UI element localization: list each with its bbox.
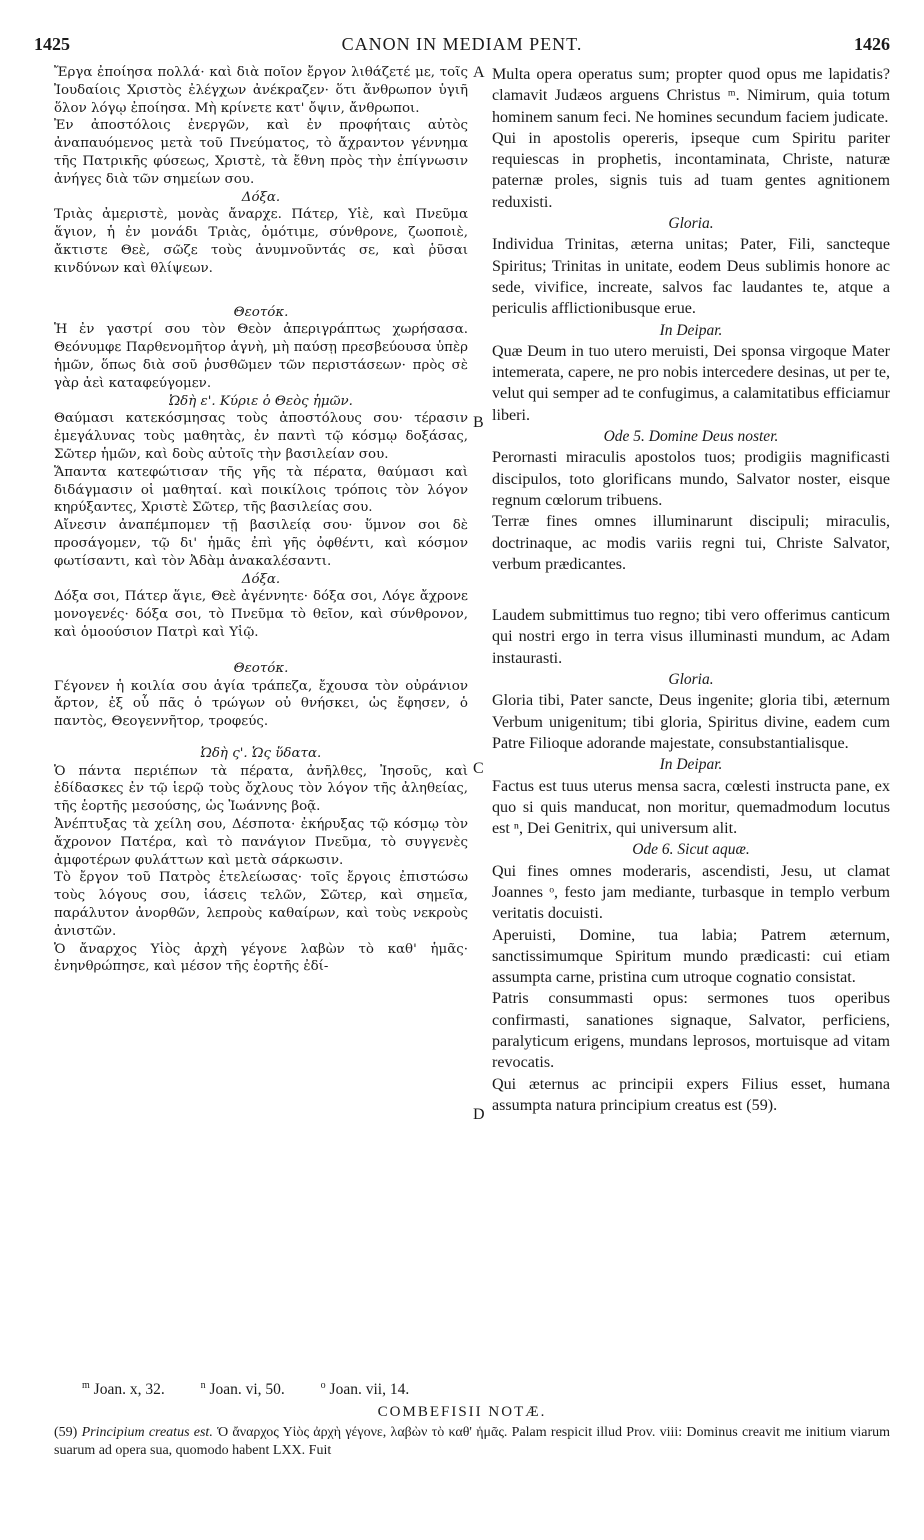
greek-paragraph: Γέγονεν ἡ κοιλία σου ἁγία τράπεζα, ἔχουσα τὸν οὐράνιον ἄρτον, ἐξ οὗ πᾶς ὁ τρώγων οὐ θνήσκει, ὡς ἔφησεν, ὁ παντὸς, Θεογεννῆτορ, τροφεύς. [54, 678, 468, 730]
greek-heading: Ὠδὴ ς'. Ὡς ὕδατα. [200, 745, 322, 761]
latin-paragraph: Factus est tuus uterus mensa sacra, cœlesti instructa pane, ex quo si quis manducat, non moritur, quemadmodum locutus est ⁿ, Dei Genitrix, qui universum alit. [492, 777, 890, 838]
reference-n: $^n$ Joan. vi, 50. [200, 1380, 285, 1399]
notes-body [54, 1424, 890, 1460]
greek-paragraph: Τριὰς ἀμεριστὲ, μονὰς ἄναρχε. Πάτερ, Υἱὲ, καὶ Πνεῦμα ἅγιον, ἡ ἐν μονάδι Τριὰς, ὁμότιμε, σύνθρονε, ζωοποιὲ, ἄκτιστε Θεὲ, σῶζε τοὺς ἀνυμνοῦντάς σε, καὶ ῥῦσαι κινδύνων καὶ θλίψεων. [54, 207, 468, 276]
margin-letter-a: A [473, 64, 485, 81]
latin-column [492, 64, 890, 1116]
latin-paragraph: Perornasti miraculis apostolos tuos; prodigiis magnificasti discipulos, toto glorificans mundo, Salvator noster, eisque regnum cœlorum tribuens. [492, 449, 890, 509]
latin-heading: Ode 5. Domine Deus noster. [603, 428, 779, 446]
greek-paragraph: Ὁ ἄναρχος Υἱὸς ἀρχὴ γέγονε λαβὼν τὸ καθ' ἡμᾶς· ἐνηνθρώπησε, καὶ μέσον τῆς ἑορτῆς ἐδί- [54, 941, 468, 975]
greek-paragraph: Ἅπαντα κατεφώτισαν τῆς γῆς τὰ πέρατα, θαύμασι καὶ διδάγμασιν οἱ μαθηταί. καὶ ποικίλοις τρόποις τὸν λόγον κηρύξαντες, Χριστὲ Σῶτερ, τῆς βασιλείας σου. [54, 464, 468, 516]
greek-paragraph: Ἡ ἐν γαστρί σου τὸν Θεὸν ἀπεριγράπτως χωρήσασα. Θεόνυμφε Παρθενομῆτορ ἁγνὴ, μὴ παύσῃ πρεσβεύουσα ὑπὲρ ἡμῶν, ὅπως διὰ σοῦ ῥυσθῶμεν τῶν περιστάσεων· πρὸς σὲ γὰρ ἀεὶ καταφεύγομεν. [54, 322, 468, 391]
running-title: CANON IN MEDIAM PENT. [341, 34, 583, 54]
greek-heading: Ὠδὴ ε'. Κύριε ὁ Θεὸς ἡμῶν. [169, 393, 353, 409]
running-header [34, 34, 890, 58]
greek-paragraph: Δόξα σοι, Πάτερ ἅγιε, Θεὲ ἀγέννητε· δόξα σοι, Λόγε ἄχρονε μονογενές· δόξα σοι, τὸ Πνεῦμα τὸ θεῖον, καὶ σύνθρονον, καὶ ὁμοούσιον Πατρὶ καὶ Υἱῷ. [54, 589, 468, 640]
greek-paragraph: Ἐν ἀποστόλοις ἐνεργῶν, καὶ ἐν προφήταις αὐτὸς ἀναπαυόμενος μετὰ τοῦ Πνεύματος, τὸ ἄχραντον γέννημα τῆς Πατρικῆς φύσεως, Χριστὲ, τὰ ἔθνη πρὸς τὴν ἐπίγνωσιν ἀνήγες διὰ τῶν σημείων σου. [54, 118, 468, 187]
latin-heading: Gloria. [668, 215, 714, 233]
greek-paragraph: Ἀνέπτυξας τὰ χείλη σου, Δέσποτα· ἐκήρυξας τῷ κόσμῳ τὸν ἄχρονον Πατέρα, καὶ τὸ πανάγιον Πνεῦμα, τὸ συγγενὲς ἀμφοτέρων φυλάττων καὶ μετὰ σάρκωσιν. [54, 817, 468, 868]
greek-heading: Δόξα. [241, 189, 281, 205]
reference-o: $^o$ Joan. vii, 14. [320, 1380, 410, 1399]
greek-paragraph: Αἴνεσιν ἀναπέμπομεν τῇ βασιλείᾳ σου· ὕμνον σοι δὲ προσάγομεν, τῷ δι' ἡμᾶς ἐπὶ γῆς ὀφθέντι, καὶ κόσμον φωτίσαντι, καὶ τὸν Ἀδὰμ ἀνακαλέσαντι. [54, 518, 468, 569]
greek-column [54, 64, 468, 976]
note-text-continued: Prov. viii: Dominus creavit me initium viarum suarum ad opera sua, quomodo habent LXX. Fuit [54, 1425, 890, 1458]
scripture-references [82, 1380, 482, 1399]
latin-paragraph: Aperuisti, Domine, tua labia; Patrem æternum, sanctissimumque Spiritum mundo prædicasti: cui etiam assumpta carne, pristina cum utroque cognatio consistat. [492, 926, 890, 987]
greek-heading: Θεοτόκ. [233, 304, 289, 320]
latin-heading: In Deipar. [659, 321, 723, 339]
greek-paragraph: Τὸ ἔργον τοῦ Πατρὸς ἐτελείωσας· τοῖς ἔργοις ἐπιστώσω τοὺς λόγους σου, ἰάσεις τελῶν, Σῶτερ, καὶ σημεῖα, παράλυτον ἀνορθῶν, λεπροὺς καθαίρων, καὶ τοὺς νεκροὺς ἀνιστῶν. [54, 870, 468, 939]
margin-letter-c: C [473, 760, 484, 777]
latin-heading: Gloria. [668, 671, 714, 689]
reference-m: $^m$ Joan. x, 32. [82, 1380, 165, 1399]
note-paragraph [54, 1424, 890, 1460]
latin-paragraph: Quæ Deum in tuo utero meruisti, Dei sponsa virgoque Mater intemerata, capere, ne pro nobis intercedere desinas, ut per te, velut qui semper ad te confugimus, a calamitatibus efficiamur liberi. [492, 342, 890, 424]
latin-paragraph: Multa opera operatus sum; propter quod opus me lapidatis? clamavit Judæos arguens Christus ᵐ. Nimirum, quia totum hominem sanum feci. Ne homines secundum faciem judicate. [492, 66, 890, 126]
latin-paragraph: Patris consummasti opus: sermones tuos operibus confirmasti, sanationes signaque, Salvator, perficiens, paralyticum erigens, mundans leprosos, mortuisque ad vitam revocatis. [492, 990, 890, 1072]
latin-paragraph: Individua Trinitas, æterna unitas; Pater, Fili, sancteque Spiritus; Trinitas in unitate, eodem Deus sublimis honore ac sede, vivifice, increate, salvos fac laudantes te, atque a periculis afflictionibusque erue. [492, 236, 890, 318]
greek-heading: Δόξα. [241, 571, 281, 587]
latin-paragraph: Laudem submittimus tuo regno; tibi vero offerimus canticum qui nostri ergo in terra visus illuminasti mundum, ac Adam instaurasti. [492, 607, 890, 667]
greek-paragraph: Ὁ πάντα περιέπων τὰ πέρατα, ἀνῆλθες, Ἰησοῦς, καὶ ἐδίδασκες ἐν τῷ ἱερῷ τοὺς ὄχλους τὸν λόγον τῆς ἀληθείας, τῆς ἑορτῆς μεσούσης, ὡς Ἰωάννης βοᾷ. [54, 763, 468, 815]
page-number-right: 1426 [854, 34, 890, 54]
greek-heading: Θεοτόκ. [233, 660, 289, 676]
latin-paragraph: Qui æternus ac principii expers Filius esset, humana assumpta natura principium creatus est (59). [492, 1075, 890, 1114]
note-text: Ὁ ἄναρχος Υἱὸς ἀρχὴ γέγονε, λαβὼν τὸ καθ' ἡμᾶς. Palam respicit illud [217, 1425, 623, 1440]
latin-heading: In Deipar. [659, 756, 723, 774]
latin-paragraph: Terræ fines omnes illuminarunt discipuli; miraculis, doctrinaque, ac modis variis regni tui, Christe Salvator, verbum prædicantes. [492, 513, 890, 573]
latin-paragraph: Qui fines omnes moderaris, ascendisti, Jesu, ut clamat Joannes ᵒ, festo jam mediante, turbasque in templo verbum veritatis docuisti. [492, 862, 890, 923]
greek-paragraph: Θαύμασι κατεκόσμησας τοὺς ἀποστόλους σου· τέρασιν ἐμεγάλυνας τοὺς μαθητὰς, ἐν παντὶ τῷ κόσμῳ δοξάσας, Σῶτερ ἡμῶν, καὶ δοὺς αὐτοῖς τὴν βασιλείαν σου. [54, 411, 468, 462]
note-lemma: Principium creatus est. [81, 1425, 213, 1440]
latin-paragraph: Gloria tibi, Pater sancte, Deus ingenite; gloria tibi, æternum Verbum unigenitum; tibi gloria, Spiritus divine, eadem cum Patre Filioque adorande majestate, consubstantialisque. [492, 692, 890, 752]
latin-heading: Ode 6. Sicut aquæ. [632, 841, 750, 859]
note-number: (59) [54, 1425, 78, 1440]
latin-paragraph: Qui in apostolis opereris, ipseque cum Spiritu pariter requiescas in prophetis, incontaminata, Christe, naturæ paternæ proles, signis tuis ad tuam gentes agnitionem reduxisti. [492, 129, 890, 211]
margin-letter-d: D [473, 1106, 485, 1123]
greek-paragraph: Ἔργα ἐποίησα πολλά· καὶ διὰ ποῖον ἔργον λιθάζετέ με, τοῖς Ἰουδαίοις Χριστὸς ἐλέγχων ἀνέκραζεν· ὅτι ἄνθρωπον ὑγιῆ ὅλον λόγῳ ἐποίησα. Μὴ κρίνετε κατ' ὄψιν, ἄνθρωποι. [54, 65, 468, 116]
page-number-left: 1425 [34, 34, 70, 54]
margin-letter-b: B [473, 414, 484, 431]
notes-title: COMBEFISII NOTÆ. [377, 1404, 547, 1420]
